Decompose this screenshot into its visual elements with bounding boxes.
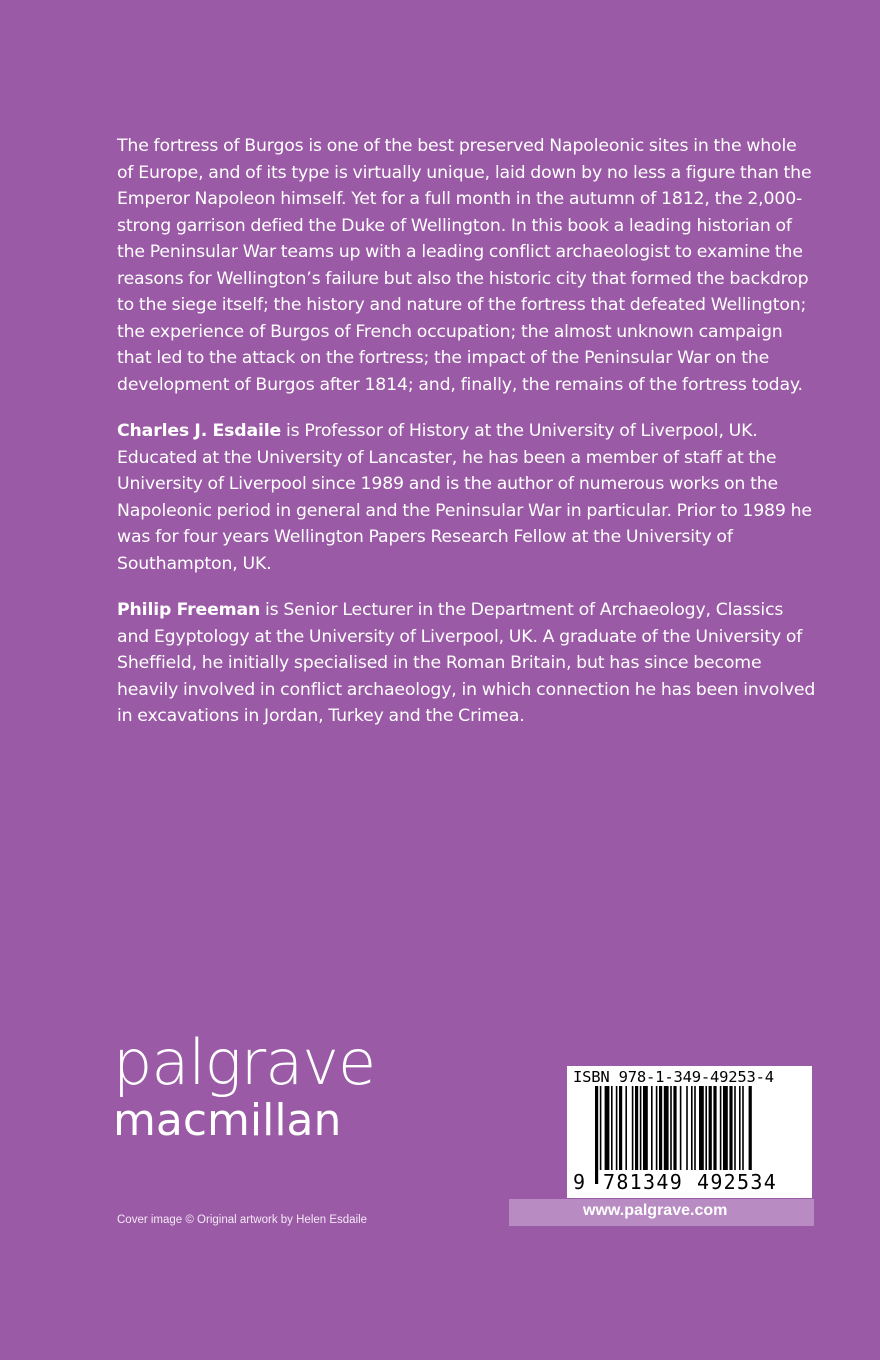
barcode-bar (673, 1086, 676, 1170)
barcode-bar (691, 1086, 693, 1170)
barcode-bar (699, 1086, 704, 1170)
author-name-esdaile: Charles J. Esdaile (117, 421, 282, 441)
isbn-label: ISBN 978-1-349-49253-4 (573, 1068, 774, 1086)
cover-image-credit: Cover image © Original artwork by Helen Esdaile (117, 1214, 368, 1226)
barcode-bar (600, 1086, 602, 1170)
barcode-bar (709, 1086, 712, 1170)
ean-left-digits: 781349 (603, 1170, 684, 1194)
isbn-barcode (567, 1066, 812, 1198)
barcode-bar (670, 1086, 672, 1170)
ean-digits (567, 1170, 812, 1194)
book-description: The fortress of Burgos is one of the best preserved Napoleonic sites in the whole of Europe, and of its type is virtually unique, laid down by no less a figure than the Emperor Napoleon himself. Yet for a full month in the autumn of 1812, the 2,000-strong garrison defied the Duke of Wellington. In this book a leading historian of the Peninsular War teams up with a leading conflict archaeologist to examine the reasons for Wellington’s failure but also the historic city that formed the backdrop to the siege itself; the history and nature of the fortress that defeated Wellington; the experience of Burgos of French occupation; the almost unknown campaign that led to the attack on the fortress; the impact of the Peninsular War on the development of Burgos after 1814; and, finally, the remains of the fortress today. (117, 136, 812, 395)
barcode-bar (643, 1086, 648, 1170)
barcode-bar (635, 1086, 638, 1170)
barcode-bar (720, 1086, 722, 1170)
logo-wordmark-palgrave: palgrave (113, 1026, 376, 1099)
logo-wordmark-macmillan: macmillan (113, 1095, 342, 1146)
author-bio-freeman (117, 597, 817, 730)
barcode-bar (640, 1086, 642, 1170)
barcode-bar (656, 1086, 658, 1170)
barcode-bar (694, 1086, 696, 1170)
publisher-url[interactable]: www.palgrave.com (583, 1202, 728, 1219)
author-bio-text-esdaile: is Professor of History at the University of Liverpool, UK. Educated at the University of Lancaster, he has been a member of staff at the University of Liverpool since 1989 and is the author of numerous works on the Napoleonic period in general and the Peninsular War in particular. Prior to 1989 he was for four years Wellington Papers Research Fellow at the University of Southampton, UK. (117, 421, 812, 574)
barcode-bar (686, 1086, 688, 1170)
author-bio-esdaile (117, 418, 817, 577)
barcode-bar (749, 1086, 752, 1170)
back-cover-blurb (117, 133, 817, 742)
barcode-bar (729, 1086, 732, 1170)
barcode-bar (651, 1086, 653, 1170)
barcode-bar (632, 1086, 634, 1170)
barcode-bar (723, 1086, 728, 1170)
ean-first-digit: 9 (573, 1170, 587, 1194)
ean-right-digits: 492534 (697, 1170, 778, 1194)
barcode-bar (734, 1086, 736, 1170)
barcode-bar (739, 1086, 741, 1170)
barcode-bar (616, 1086, 618, 1170)
barcode-bar (659, 1086, 662, 1170)
publisher-logo (113, 1026, 376, 1146)
author-name-freeman: Philip Freeman (117, 600, 261, 620)
barcode-bar (680, 1086, 682, 1170)
publisher-url-band (509, 1199, 814, 1226)
barcode-bar (713, 1086, 716, 1170)
barcode-bar (611, 1086, 613, 1170)
barcode-bar (664, 1086, 669, 1170)
barcode-bar (625, 1086, 627, 1170)
barcode-bar (705, 1086, 707, 1170)
barcode-bar (619, 1086, 622, 1170)
author-bio-text-freeman: is Senior Lecturer in the Department of Archaeology, Classics and Egyptology at the University of Liverpool, UK. A graduate of the University of Sheffield, he initially specialised in the Roman Britain, but has since become heavily involved in conflict archaeology, in which connection he has been involved in excavations in Jordan, Turkey and the Crimea. (117, 600, 816, 726)
